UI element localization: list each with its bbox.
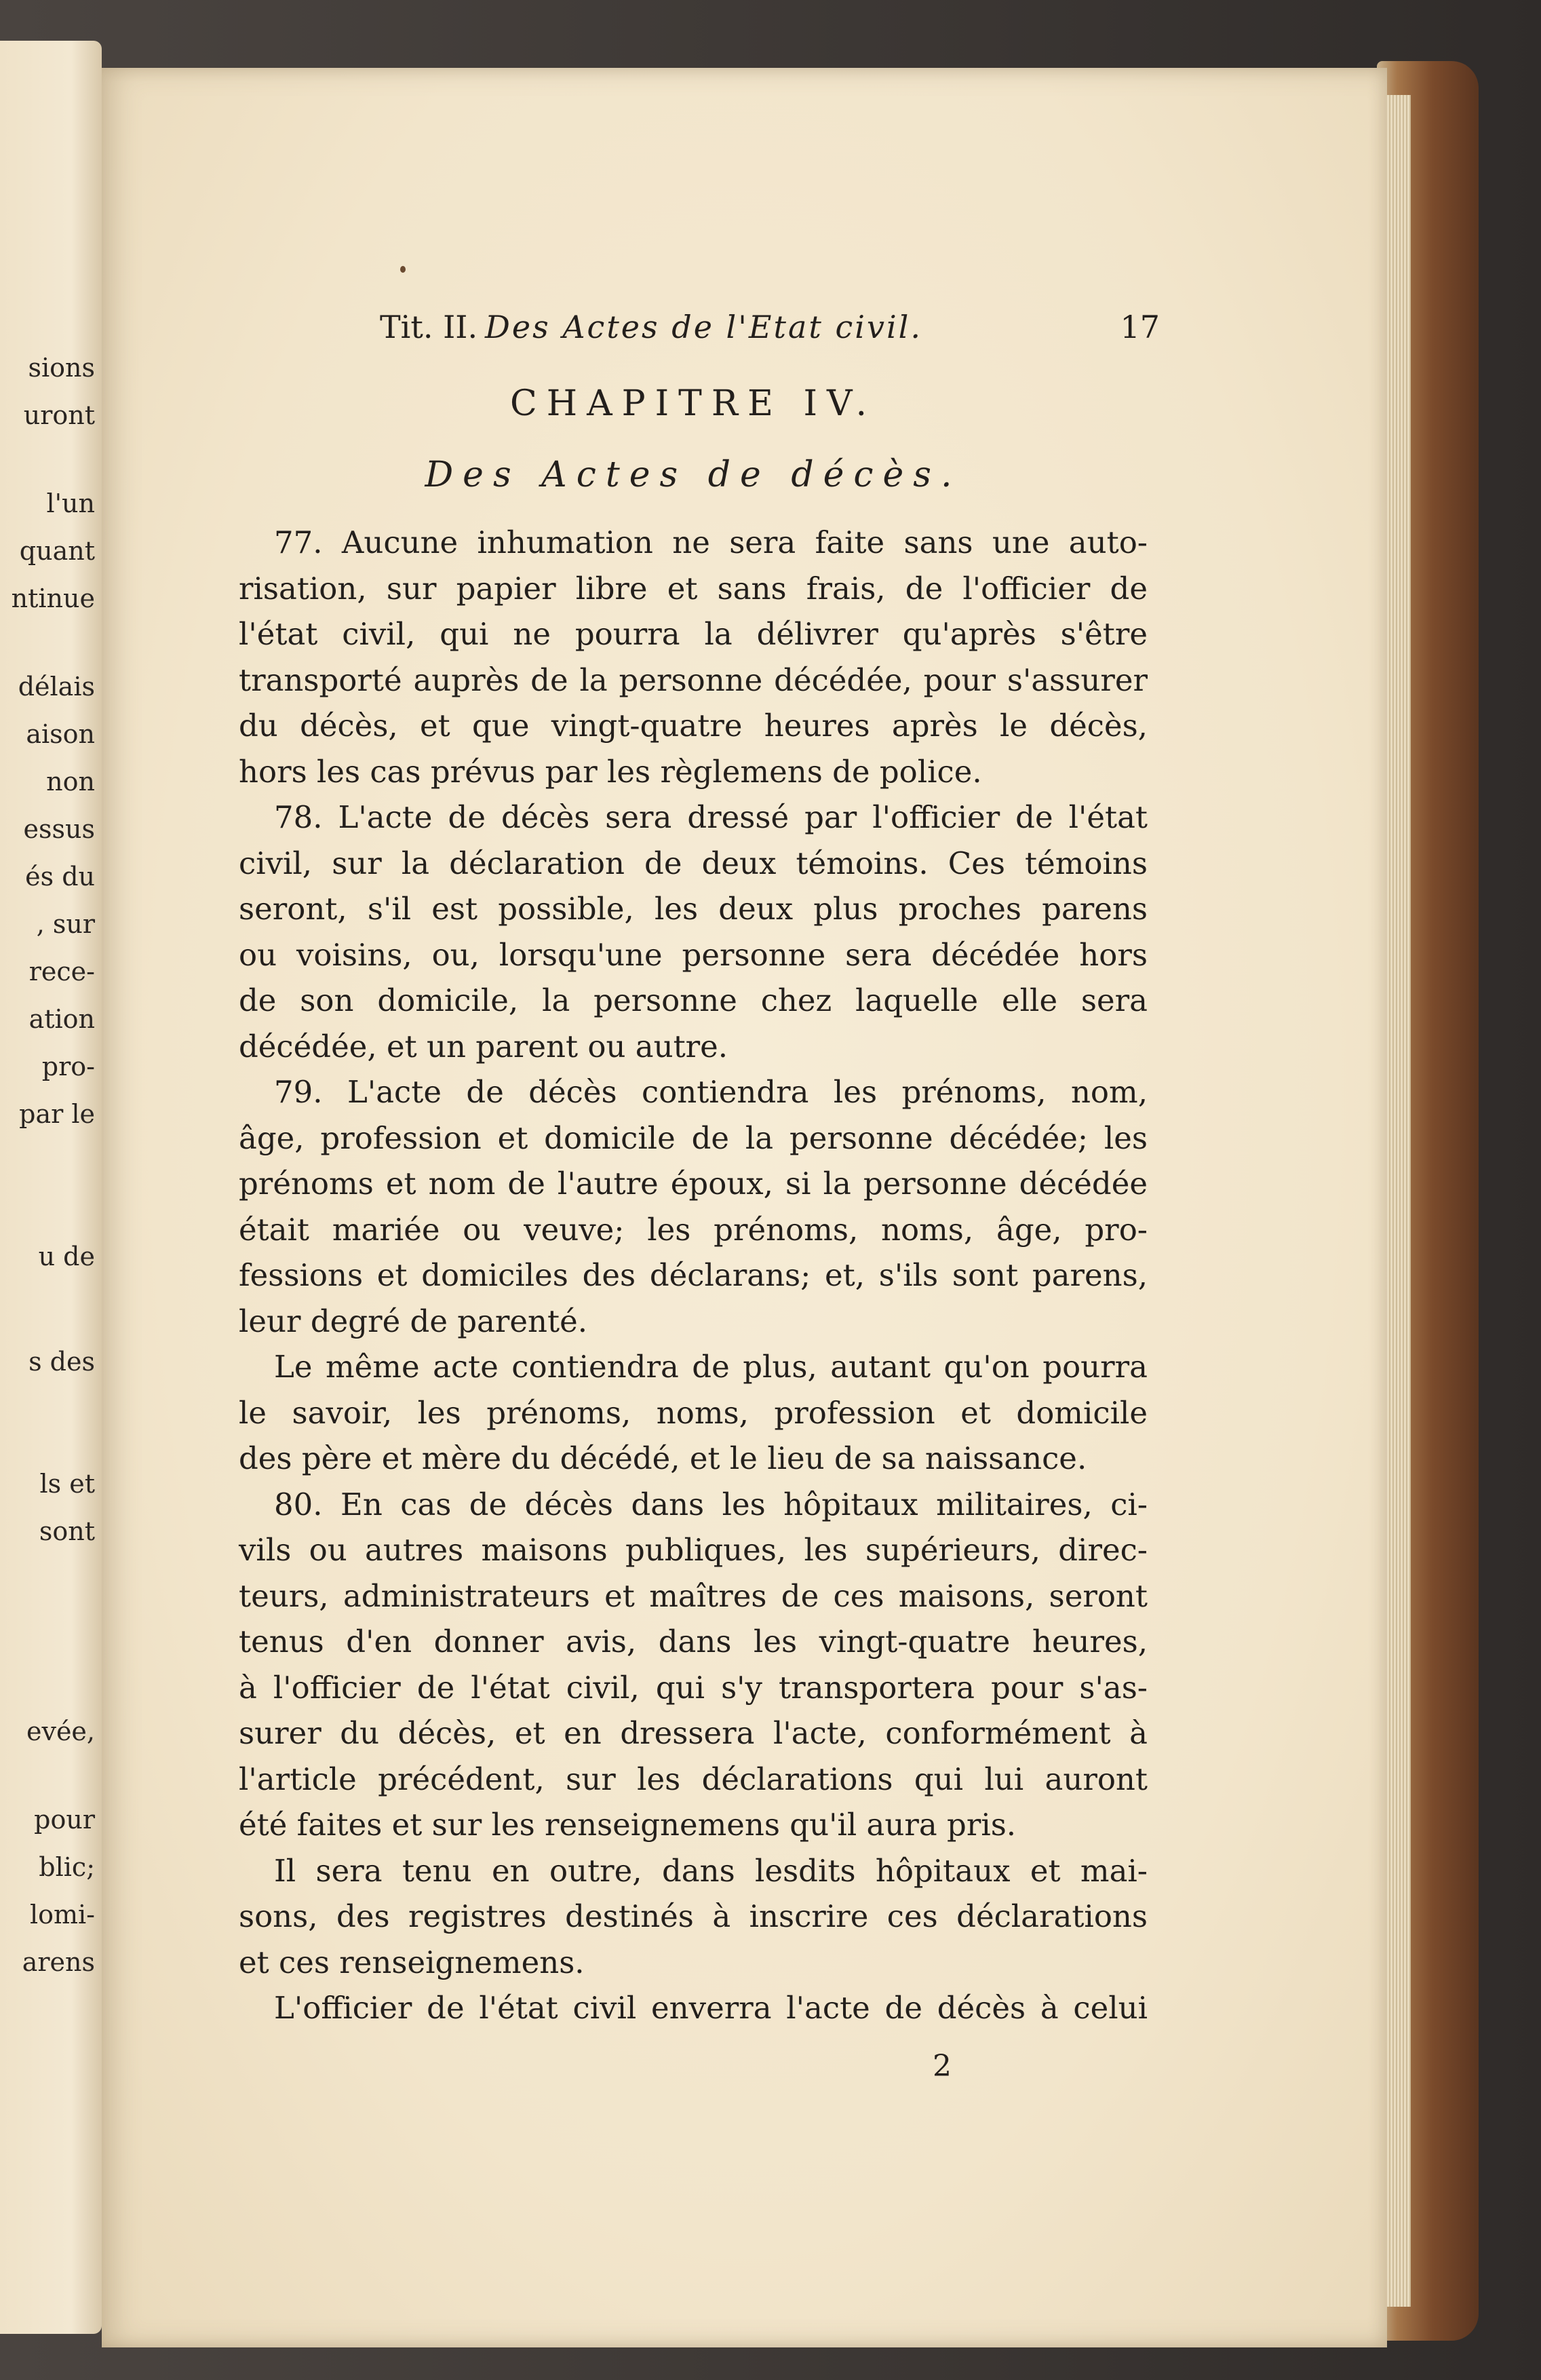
left-page-fragment: uront: [23, 400, 95, 430]
page-edges: [1384, 95, 1411, 2307]
left-page-fragment: quant: [19, 536, 95, 566]
text-line: fessions et domiciles des déclarans; et, s'ils sont parens,: [239, 1257, 1148, 1293]
text-line: 78. L'acte de décès sera dressé par l'officier de l'état: [274, 799, 1148, 835]
text-line: du décès, et que vingt-quatre heures après le décès,: [239, 708, 1148, 744]
left-page-fragment: essus: [23, 814, 95, 844]
text-line: civil, sur la déclaration de deux témoins. Ces témoins: [239, 845, 1148, 881]
left-page-fragment: s des: [28, 1347, 95, 1377]
left-page-fragment: ls et: [39, 1469, 95, 1499]
text-line: teurs, administrateurs et maîtres de ces maisons, seront: [239, 1577, 1148, 1614]
text-line: tenus d'en donner avis, dans les vingt-quatre heures,: [239, 1624, 1148, 1659]
text-line: ou voisins, ou, lorsqu'une personne sera décédée hors: [239, 936, 1148, 973]
text-line: 80. En cas de décès dans les hôpitaux militaires, ci-: [274, 1486, 1148, 1522]
signature-mark: 2: [933, 2049, 952, 2084]
left-page-fragment: rece-: [28, 957, 95, 986]
left-page-fragment: arens: [22, 1947, 95, 1977]
text-line: été faites et sur les renseignemens qu'il aura pris.: [239, 1807, 1017, 1843]
left-page-fragment: lomi-: [29, 1900, 95, 1930]
left-page-fragment: sont: [39, 1516, 95, 1546]
running-head-title: Des Actes de l'Etat civil.: [485, 309, 923, 345]
text-line: des père et mère du décédé, et le lieu de sa naissance.: [239, 1440, 1087, 1476]
left-page-fragment: pour: [34, 1805, 95, 1835]
left-facing-page: [0, 41, 102, 2334]
text-line: et ces renseignemens.: [239, 1944, 585, 1980]
running-head-title-number: Tit. II.: [380, 309, 478, 345]
text-line: leur degré de parenté.: [239, 1303, 588, 1339]
text-line: Il sera tenu en outre, dans lesdits hôpitaux et mai-: [274, 1852, 1148, 1889]
text-line: à l'officier de l'état civil, qui s'y transportera pour s'as-: [239, 1669, 1148, 1706]
left-page-fragment: és du: [25, 862, 95, 891]
text-line: L'officier de l'état civil enverra l'acte de décès à celui: [274, 1990, 1148, 2026]
text-line: seront, s'il est possible, les deux plus proches parens: [239, 891, 1148, 927]
left-page-fragment: ntinue: [11, 583, 95, 613]
page-number: 17: [1120, 309, 1160, 345]
left-page-fragment: , sur: [36, 909, 95, 939]
ink-speck: [400, 266, 406, 273]
left-page-fragment: délais: [18, 672, 95, 702]
chapter-heading: CHAPITRE IV.: [509, 383, 877, 424]
text-line: âge, profession et domicile de la personne décédée; les: [239, 1119, 1148, 1156]
left-page-fragment: u de: [38, 1242, 95, 1271]
text-line: Le même acte contiendra de plus, autant qu'on pourra: [274, 1349, 1148, 1385]
running-head: [380, 309, 1160, 349]
text-line: hors les cas prévus par les règlemens de police.: [239, 753, 982, 790]
left-page-fragment: non: [46, 767, 95, 796]
text-line: vils ou autres maisons publiques, les supérieurs, direc-: [239, 1532, 1148, 1568]
text-line: 77. Aucune inhumation ne sera faite sans une auto-: [274, 524, 1148, 560]
text-line: était mariée ou veuve; les prénoms, noms, âge, pro-: [239, 1211, 1148, 1248]
text-line: l'article précédent, sur les déclarations qui lui auront: [239, 1761, 1148, 1797]
text-line: transporté auprès de la personne décédée, pour s'assurer: [239, 661, 1148, 698]
text-line: sons, des registres destinés à inscrire ces déclarations: [239, 1898, 1148, 1934]
text-line: le savoir, les prénoms, noms, profession et domicile: [239, 1394, 1148, 1431]
text-line: l'état civil, qui ne pourra la délivrer qu'après s'être: [239, 616, 1148, 652]
text-line: prénoms et nom de l'autre époux, si la personne décédée: [239, 1166, 1148, 1202]
left-page-fragment: aison: [26, 719, 95, 749]
left-page-fragment: par le: [19, 1099, 95, 1129]
left-page-fragment: blic;: [39, 1852, 95, 1882]
text-line: risation, sur papier libre et sans frais, de l'officier de: [239, 570, 1148, 607]
text-line: de son domicile, la personne chez laquelle elle sera: [239, 982, 1148, 1018]
text-line: surer du décès, et en dressera l'acte, conformément à: [239, 1715, 1148, 1751]
left-page-fragment: ation: [28, 1004, 95, 1034]
text-line: décédée, et un parent ou autre.: [239, 1028, 728, 1064]
text-line: 79. L'acte de décès contiendra les prénoms, nom,: [274, 1074, 1148, 1110]
chapter-title: Des Actes de décès.: [425, 455, 962, 495]
left-page-fragment: evée,: [26, 1716, 95, 1746]
left-page-fragment: pro-: [41, 1052, 95, 1081]
left-page-fragment: sions: [28, 353, 95, 383]
left-page-fragment: l'un: [46, 488, 95, 518]
